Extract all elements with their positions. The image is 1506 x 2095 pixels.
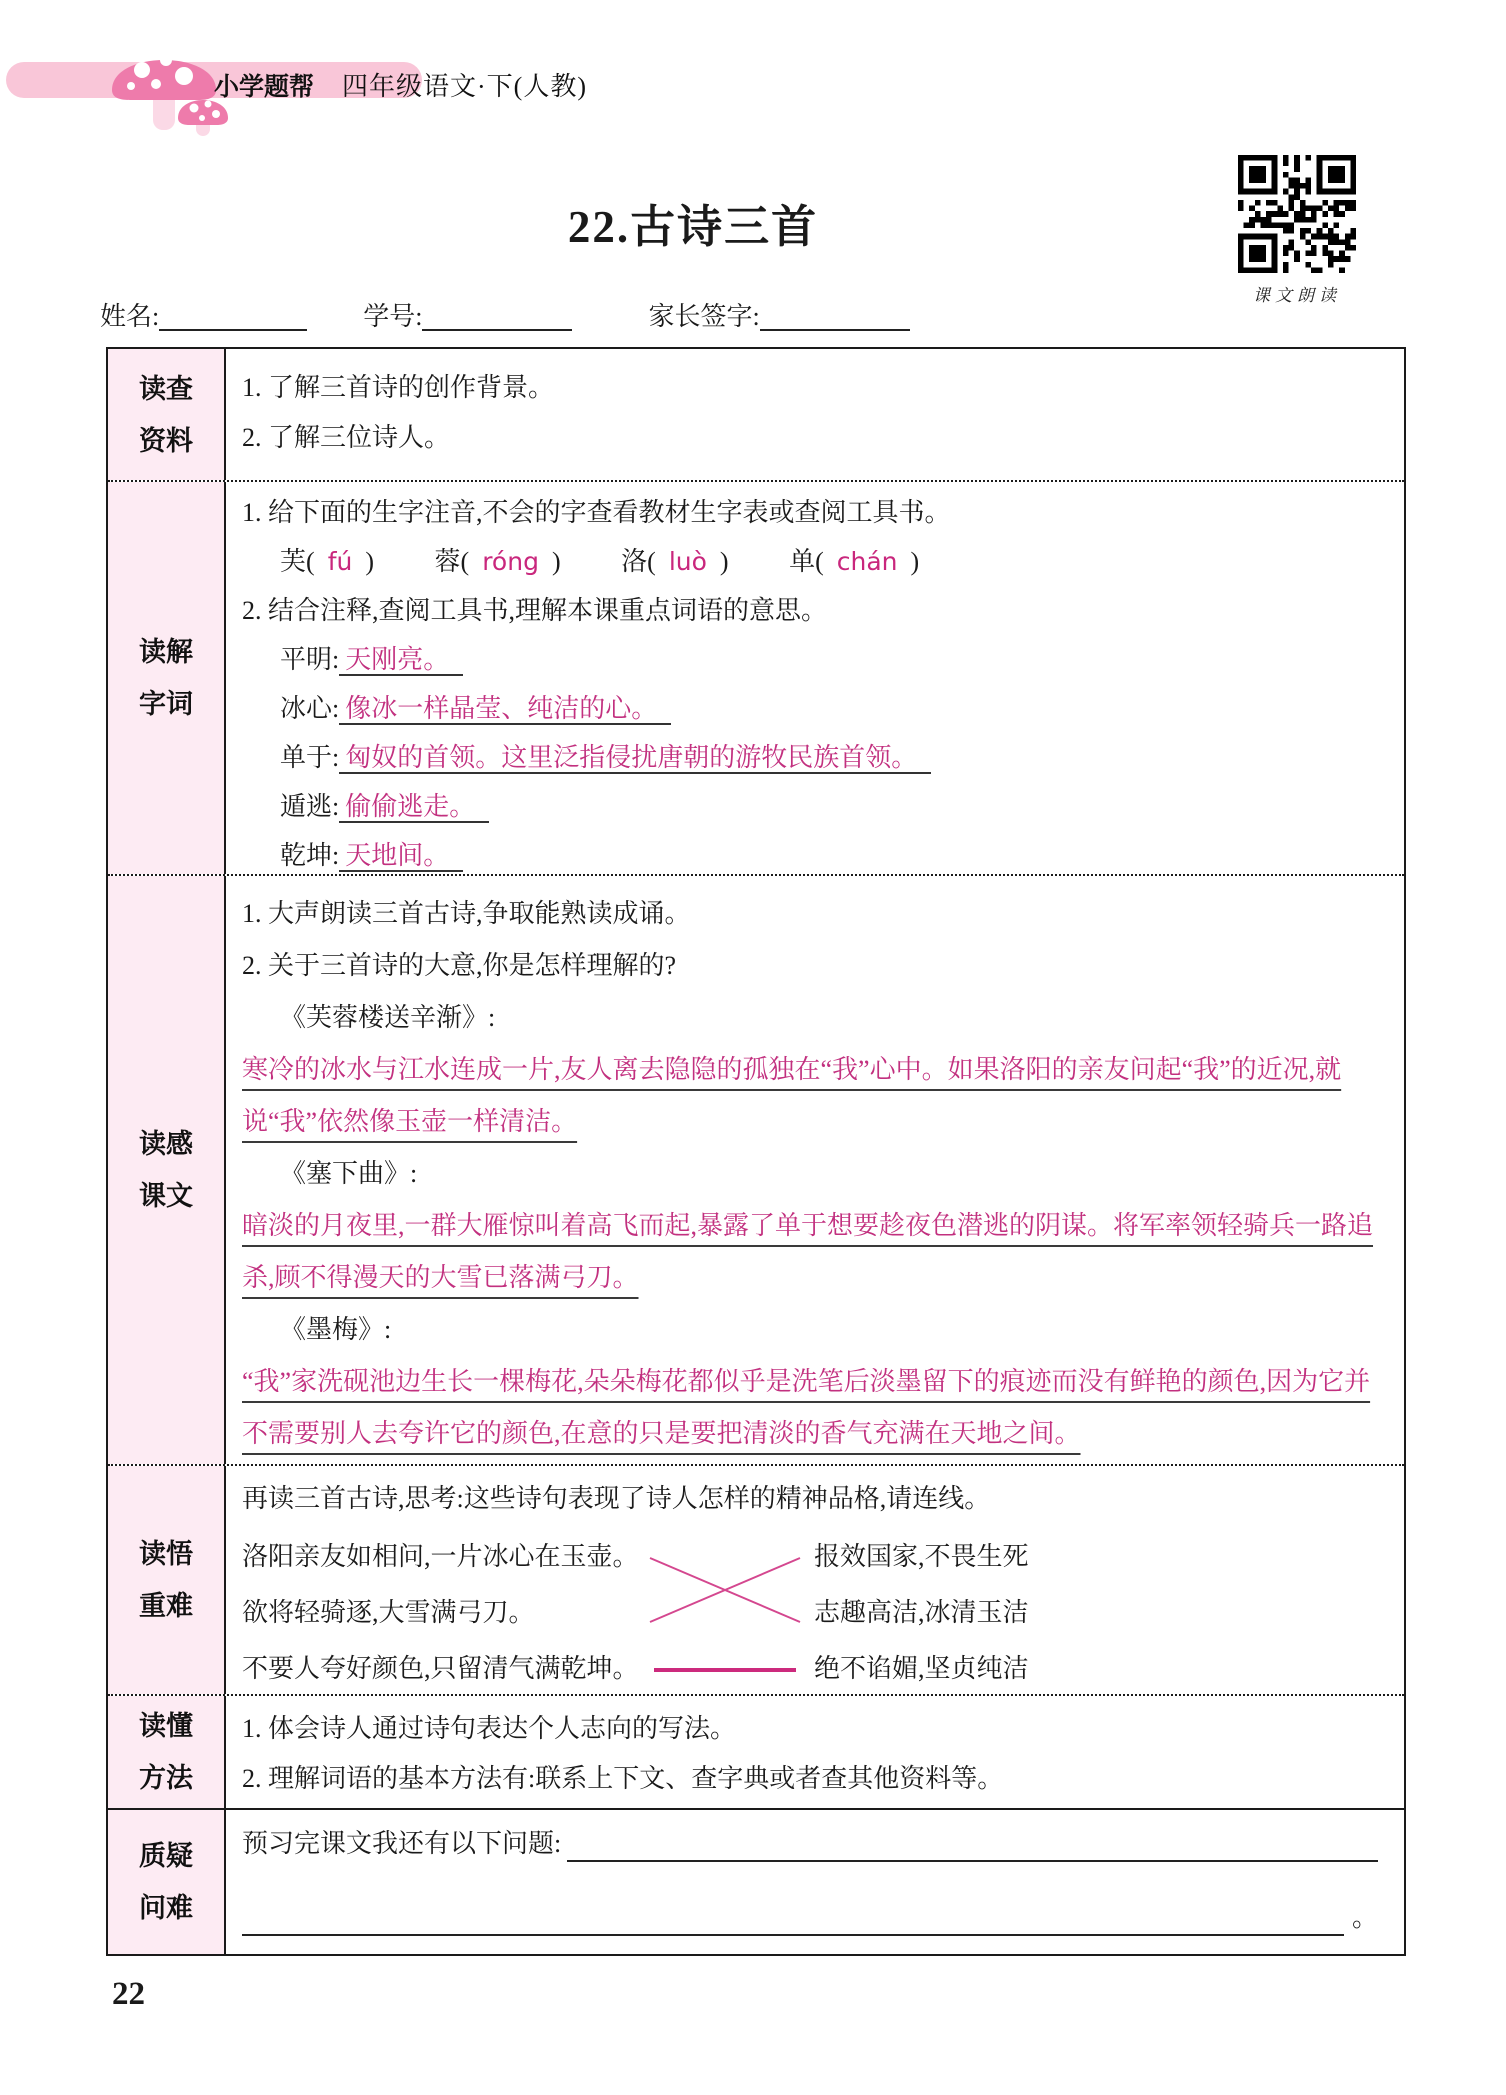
match-left-item[interactable]: 不要人夸好颜色,只留清气满乾坤。 <box>242 1654 639 1683</box>
definition-term: 冰心: <box>280 694 340 723</box>
question-section <box>226 1810 1404 1954</box>
pinyin-line <box>242 537 1378 586</box>
definition-term: 乾坤: <box>280 841 340 870</box>
row-label-line: 读懂 <box>139 1711 193 1741</box>
pinyin-item <box>621 547 728 576</box>
match-left-item[interactable]: 洛阳亲友如相问,一片冰心在玉壶。 <box>242 1542 639 1571</box>
row-label-line: 资料 <box>139 425 193 456</box>
table-row <box>108 1466 1404 1696</box>
matching-intro: 再读三首古诗,思考:这些诗句表现了诗人怎样的精神品格,请连线。 <box>242 1484 991 1513</box>
table-row <box>108 349 1404 482</box>
hanzi: 单 <box>789 547 816 576</box>
name-label: 姓名: <box>100 302 160 331</box>
hanzi: 芙 <box>280 547 307 576</box>
paren-close: ) <box>910 547 920 576</box>
page-number: 22 <box>112 1976 145 2012</box>
definition-line <box>242 831 1378 880</box>
row-content <box>226 876 1404 1464</box>
poem-title: 《芙蓉楼送辛渐》: <box>280 1003 496 1032</box>
pinyin-answer: luò <box>668 547 707 576</box>
question-prompt: 预习完课文我还有以下问题: <box>242 1829 562 1858</box>
pinyin-answer: róng <box>482 547 539 576</box>
paren-open: ( <box>815 547 824 576</box>
table-row <box>108 482 1404 876</box>
pinyin-item <box>280 547 374 576</box>
definition-term: 单于: <box>280 743 340 772</box>
pinyin-item <box>435 547 561 576</box>
question-blank-1[interactable] <box>567 1828 1378 1862</box>
row-label-zhiyiwennan <box>108 1810 226 1954</box>
pinyin-answer: chán <box>836 547 898 576</box>
definition-line <box>242 684 1378 733</box>
definition-answer: 天地间。 <box>339 841 463 872</box>
poem-answer: 寒冷的冰水与江水连成一片,友人离去隐隐的孤独在“我”心中。如果洛阳的亲友问起“我”的近况,就说“我”依然像玉壶一样清洁。 <box>242 1055 1342 1136</box>
task-item: 1. 大声朗读三首古诗,争取能熟读成诵。 <box>242 899 691 928</box>
definition-answer: 匈奴的首领。这里泛指侵扰唐朝的游牧民族首领。 <box>339 743 931 774</box>
row-content <box>226 482 1404 874</box>
definition-answer: 像冰一样晶莹、纯洁的心。 <box>339 694 671 725</box>
match-right-item[interactable]: 绝不谄媚,坚贞纯洁 <box>814 1654 1029 1683</box>
task-item: 2. 了解三位诗人。 <box>242 423 451 452</box>
row-label-line: 读解 <box>139 637 193 667</box>
definition-line <box>242 782 1378 831</box>
task-item: 1. 给下面的生字注音,不会的字查看教材生字表或查阅工具书。 <box>242 498 951 527</box>
question-blank-2[interactable] <box>242 1902 1344 1936</box>
student-info-line <box>100 296 910 333</box>
brand-logo-text: 小学题帮 <box>214 73 315 101</box>
row-label-dujiezici <box>108 482 226 874</box>
hanzi: 蓉 <box>434 547 461 576</box>
edition-label: 四年级语文·下(人教) <box>342 72 587 101</box>
poem-answer: 暗淡的月夜里,一群大雁惊叫着高飞而起,暴露了单于想要趁夜色潜逃的阴谋。将军率领轻骑兵一路追杀,顾不得漫天的大雪已落满弓刀。 <box>242 1211 1374 1292</box>
student-id-field[interactable] <box>422 301 572 331</box>
match-right-item[interactable]: 志趣高洁,冰清玉洁 <box>814 1598 1029 1627</box>
pinyin-answer: fú <box>327 547 353 576</box>
row-label-line: 问难 <box>139 1893 193 1923</box>
row-label-line: 课文 <box>139 1181 193 1211</box>
parent-signature-label: 家长签字: <box>648 302 760 331</box>
paren-close: ) <box>551 547 561 576</box>
paren-open: ( <box>647 547 656 576</box>
definition-answer: 天刚亮。 <box>339 645 463 676</box>
poem-title: 《塞下曲》: <box>280 1159 418 1188</box>
preview-table <box>106 347 1406 1956</box>
task-item: 1. 了解三首诗的创作背景。 <box>242 373 555 402</box>
qr-code <box>1238 155 1356 273</box>
student-id-label: 学号: <box>363 302 423 331</box>
definition-line <box>242 635 1378 684</box>
row-content <box>226 1696 1404 1808</box>
table-row <box>108 876 1404 1466</box>
row-label-line: 读悟 <box>139 1539 193 1569</box>
pinyin-item <box>789 547 919 576</box>
task-item: 2. 理解词语的基本方法有:联系上下文、查字典或者查其他资料等。 <box>242 1764 1004 1793</box>
hanzi: 洛 <box>621 547 648 576</box>
row-label-dugankewen <box>108 876 226 1464</box>
definition-term: 遁逃: <box>280 792 340 821</box>
parent-signature-field[interactable] <box>760 301 910 331</box>
task-item: 2. 关于三首诗的大意,你是怎样理解的? <box>242 951 677 980</box>
row-label-line: 字词 <box>139 689 193 719</box>
paren-close: ) <box>365 547 375 576</box>
mushroom-logo-icon <box>104 38 230 138</box>
task-item: 1. 体会诗人通过诗句表达个人志向的写法。 <box>242 1714 737 1743</box>
definition-term: 平明: <box>280 645 340 674</box>
row-label-line: 方法 <box>139 1763 193 1793</box>
task-item: 2. 结合注释,查阅工具书,理解本课重点词语的意思。 <box>242 596 828 625</box>
row-label-duzhaziliao <box>108 349 226 480</box>
table-row <box>108 1810 1404 1954</box>
paren-open: ( <box>306 547 315 576</box>
match-right-item[interactable]: 报效国家,不畏生死 <box>814 1542 1029 1571</box>
row-label-line: 读查 <box>139 373 193 404</box>
definition-answer: 偷偷逃走。 <box>339 792 489 823</box>
matching-exercise <box>226 1466 1404 1694</box>
row-content <box>226 349 1404 480</box>
match-left-item[interactable]: 欲将轻骑逐,大雪满弓刀。 <box>242 1598 535 1627</box>
table-row <box>108 1696 1404 1810</box>
qr-caption: 课文朗读 <box>1253 286 1341 305</box>
paren-close: ) <box>719 547 729 576</box>
row-label-line: 读感 <box>139 1129 193 1159</box>
row-label-duwuzhongnan <box>108 1466 226 1694</box>
poem-answer: “我”家洗砚池边生长一棵梅花,朵朵梅花都似乎是洗笔后淡墨留下的痕迹而没有鲜艳的颜色,因为它并不需要别人去夸许它的颜色,在意的只是要把清淡的香气充满在天地之间。 <box>242 1367 1371 1448</box>
poem-title: 《墨梅》: <box>280 1315 392 1344</box>
name-field[interactable] <box>159 301 307 331</box>
row-label-line: 重难 <box>139 1591 193 1621</box>
page-title: 22.古诗三首 <box>567 202 819 252</box>
paren-open: ( <box>460 547 470 576</box>
row-label-dudongfangfa <box>108 1696 226 1808</box>
question-period: 。 <box>1351 1903 1378 1932</box>
definition-line <box>242 733 1378 782</box>
row-label-line: 质疑 <box>139 1841 193 1871</box>
